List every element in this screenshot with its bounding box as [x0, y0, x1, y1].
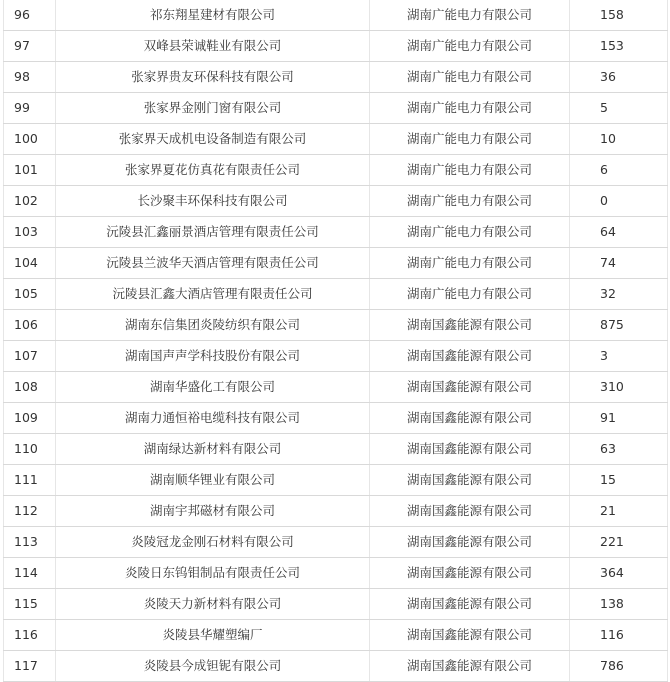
grid-company-cell: 湖南广能电力有限公司	[370, 217, 570, 248]
grid-company-cell: 湖南广能电力有限公司	[370, 155, 570, 186]
grid-company-cell: 湖南国鑫能源有限公司	[370, 620, 570, 651]
company-name-cell: 张家界天成机电设备制造有限公司	[56, 124, 370, 155]
value-cell: 364	[570, 558, 668, 589]
row-number-cell: 97	[4, 31, 56, 62]
company-name-cell: 炎陵冠龙金刚石材料有限公司	[56, 527, 370, 558]
grid-company-cell: 湖南国鑫能源有限公司	[370, 651, 570, 682]
table-row	[4, 124, 668, 155]
company-name-cell: 张家界金刚门窗有限公司	[56, 93, 370, 124]
grid-company-cell: 湖南国鑫能源有限公司	[370, 434, 570, 465]
table-row	[4, 155, 668, 186]
row-number-cell: 96	[4, 0, 56, 31]
row-number-cell: 106	[4, 310, 56, 341]
company-name-cell: 湖南东信集团炎陵纺织有限公司	[56, 310, 370, 341]
grid-company-cell: 湖南广能电力有限公司	[370, 124, 570, 155]
value-cell: 875	[570, 310, 668, 341]
grid-company-cell: 湖南广能电力有限公司	[370, 248, 570, 279]
value-cell: 36	[570, 62, 668, 93]
grid-company-cell: 湖南国鑫能源有限公司	[370, 341, 570, 372]
table-row	[4, 651, 668, 682]
row-number-cell: 102	[4, 186, 56, 217]
grid-company-cell: 湖南广能电力有限公司	[370, 93, 570, 124]
row-number-cell: 115	[4, 589, 56, 620]
row-number-cell: 110	[4, 434, 56, 465]
row-number-cell: 98	[4, 62, 56, 93]
grid-company-cell: 湖南广能电力有限公司	[370, 0, 570, 31]
grid-company-cell: 湖南国鑫能源有限公司	[370, 527, 570, 558]
company-name-cell: 沅陵县汇鑫大酒店管理有限责任公司	[56, 279, 370, 310]
table-row	[4, 465, 668, 496]
row-number-cell: 103	[4, 217, 56, 248]
table-body	[4, 0, 668, 682]
value-cell: 153	[570, 31, 668, 62]
company-name-cell: 炎陵县今成钽铌有限公司	[56, 651, 370, 682]
value-cell: 138	[570, 589, 668, 620]
value-cell: 310	[570, 372, 668, 403]
table-row	[4, 310, 668, 341]
company-name-cell: 祁东翔星建材有限公司	[56, 0, 370, 31]
row-number-cell: 111	[4, 465, 56, 496]
value-cell: 6	[570, 155, 668, 186]
grid-company-cell: 湖南国鑫能源有限公司	[370, 589, 570, 620]
company-name-cell: 长沙聚丰环保科技有限公司	[56, 186, 370, 217]
row-number-cell: 108	[4, 372, 56, 403]
company-name-cell: 张家界夏花仿真花有限责任公司	[56, 155, 370, 186]
table-row	[4, 527, 668, 558]
grid-company-cell: 湖南广能电力有限公司	[370, 62, 570, 93]
table-row	[4, 589, 668, 620]
company-name-cell: 湖南力通恒裕电缆科技有限公司	[56, 403, 370, 434]
table-row	[4, 341, 668, 372]
company-name-cell: 张家界贵友环保科技有限公司	[56, 62, 370, 93]
company-name-cell: 炎陵天力新材料有限公司	[56, 589, 370, 620]
value-cell: 116	[570, 620, 668, 651]
row-number-cell: 100	[4, 124, 56, 155]
row-number-cell: 107	[4, 341, 56, 372]
row-number-cell: 101	[4, 155, 56, 186]
row-number-cell: 112	[4, 496, 56, 527]
data-table-container	[3, 0, 667, 682]
table-row	[4, 248, 668, 279]
row-number-cell: 104	[4, 248, 56, 279]
company-name-cell: 湖南宇邦磁材有限公司	[56, 496, 370, 527]
table-row	[4, 31, 668, 62]
value-cell: 21	[570, 496, 668, 527]
company-name-cell: 沅陵县兰波华天酒店管理有限责任公司	[56, 248, 370, 279]
grid-company-cell: 湖南广能电力有限公司	[370, 31, 570, 62]
value-cell: 158	[570, 0, 668, 31]
row-number-cell: 114	[4, 558, 56, 589]
row-number-cell: 109	[4, 403, 56, 434]
grid-company-cell: 湖南国鑫能源有限公司	[370, 372, 570, 403]
grid-company-cell: 湖南国鑫能源有限公司	[370, 403, 570, 434]
table-row	[4, 279, 668, 310]
row-number-cell: 116	[4, 620, 56, 651]
company-name-cell: 湖南顺华锂业有限公司	[56, 465, 370, 496]
value-cell: 3	[570, 341, 668, 372]
value-cell: 32	[570, 279, 668, 310]
value-cell: 5	[570, 93, 668, 124]
grid-company-cell: 湖南国鑫能源有限公司	[370, 496, 570, 527]
row-number-cell: 99	[4, 93, 56, 124]
grid-company-cell: 湖南广能电力有限公司	[370, 186, 570, 217]
company-name-cell: 沅陵县汇鑫丽景酒店管理有限责任公司	[56, 217, 370, 248]
company-name-cell: 炎陵日东钨钼制品有限责任公司	[56, 558, 370, 589]
table-row	[4, 434, 668, 465]
table-row	[4, 0, 668, 31]
value-cell: 786	[570, 651, 668, 682]
value-cell: 0	[570, 186, 668, 217]
company-name-cell: 炎陵县华耀塑编厂	[56, 620, 370, 651]
grid-company-cell: 湖南广能电力有限公司	[370, 279, 570, 310]
table-row	[4, 186, 668, 217]
table-row	[4, 496, 668, 527]
grid-company-cell: 湖南国鑫能源有限公司	[370, 558, 570, 589]
table-row	[4, 372, 668, 403]
table-row	[4, 93, 668, 124]
grid-company-cell: 湖南国鑫能源有限公司	[370, 310, 570, 341]
value-cell: 221	[570, 527, 668, 558]
value-cell: 15	[570, 465, 668, 496]
value-cell: 74	[570, 248, 668, 279]
table-row	[4, 620, 668, 651]
company-name-cell: 湖南国声声学科技股份有限公司	[56, 341, 370, 372]
value-cell: 10	[570, 124, 668, 155]
table-row	[4, 62, 668, 93]
table-row	[4, 558, 668, 589]
value-cell: 91	[570, 403, 668, 434]
table-row	[4, 217, 668, 248]
company-name-cell: 湖南华盛化工有限公司	[56, 372, 370, 403]
value-cell: 64	[570, 217, 668, 248]
table-row	[4, 403, 668, 434]
company-table	[3, 0, 668, 682]
company-name-cell: 双峰县荣诚鞋业有限公司	[56, 31, 370, 62]
value-cell: 63	[570, 434, 668, 465]
company-name-cell: 湖南绿达新材料有限公司	[56, 434, 370, 465]
row-number-cell: 113	[4, 527, 56, 558]
row-number-cell: 117	[4, 651, 56, 682]
grid-company-cell: 湖南国鑫能源有限公司	[370, 465, 570, 496]
row-number-cell: 105	[4, 279, 56, 310]
